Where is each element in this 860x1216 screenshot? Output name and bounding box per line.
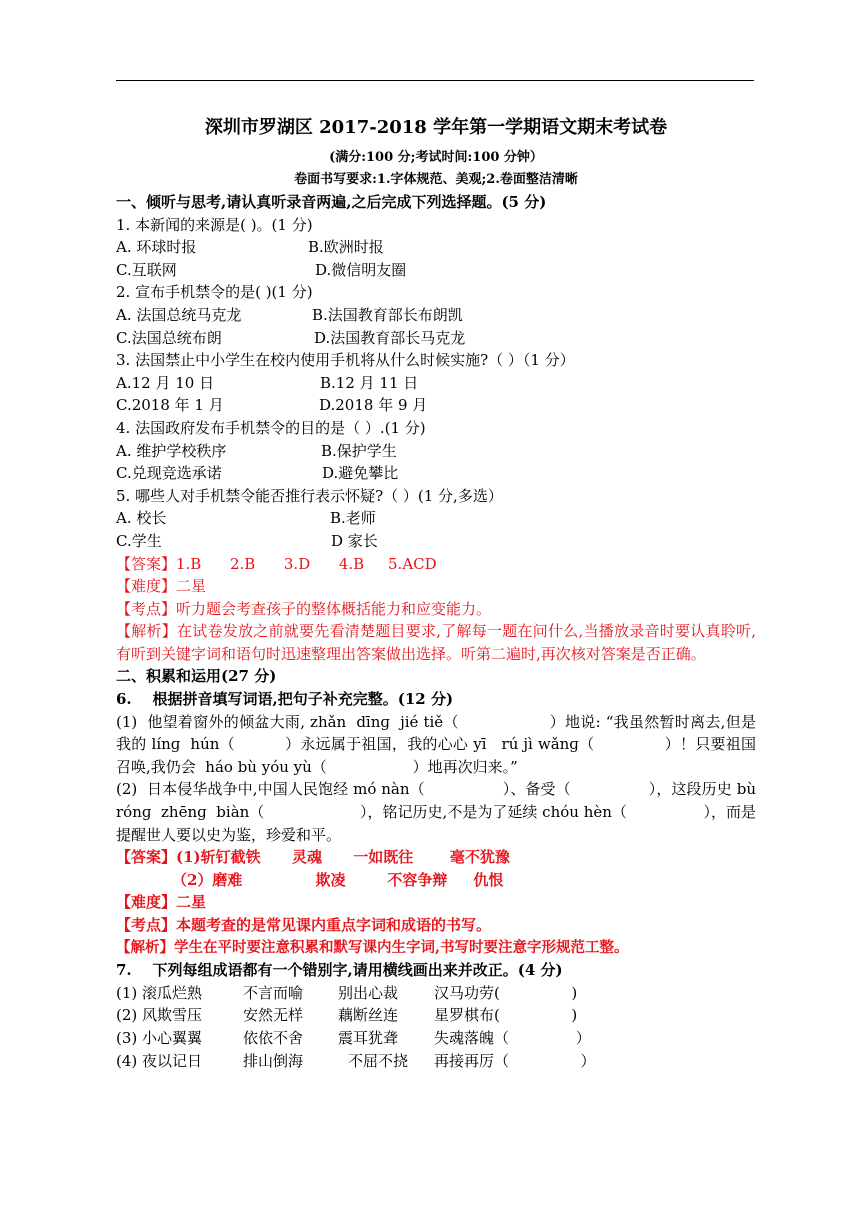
question-3 bbox=[116, 349, 756, 417]
idiom: 震耳犹聋 bbox=[338, 1028, 399, 1047]
page-subtitle: (满分:100 分;考试时间:100 分钟） bbox=[329, 150, 543, 165]
difficulty-label: 【难度】二星 bbox=[116, 893, 207, 912]
idiom: 星罗棋布( ) bbox=[434, 1006, 578, 1025]
option: C.兑现竞选承诺 bbox=[116, 464, 222, 483]
option: D.避免攀比 bbox=[322, 464, 399, 483]
page-title: 深圳市罗湖区 2017-2018 学年第一学期语文期末考试卷 bbox=[204, 117, 668, 138]
idiom: 别出心裁 bbox=[338, 983, 399, 1002]
option: C.学生 bbox=[116, 531, 162, 550]
option-row bbox=[116, 394, 756, 417]
option: A. 法国总统马克龙 bbox=[116, 305, 242, 324]
option: B.保护学生 bbox=[321, 441, 397, 460]
question-2 bbox=[116, 281, 756, 349]
idiom-row bbox=[116, 1027, 756, 1050]
option-row bbox=[116, 236, 756, 259]
option-row bbox=[116, 304, 756, 327]
option: D.微信明友圈 bbox=[315, 260, 407, 279]
option: A. 环球时报 bbox=[116, 238, 197, 257]
option: B.欧洲时报 bbox=[308, 238, 384, 257]
question-7-heading: 7. 下列每组成语都有一个错别字,请用横线画出来并改正。(4 分) bbox=[116, 961, 563, 980]
option: C.2018 年 1 月 bbox=[116, 396, 224, 415]
test-point: 【考点】本题考查的是常见课内重点字词和成语的书写。 bbox=[116, 916, 492, 934]
question-stem: 5. 哪些人对手机禁令能否推行表示怀疑?（ ）(1 分,多选） bbox=[116, 486, 503, 505]
analysis-text: 【解析】学生在平时要注意积累和默写课内生字词,书写时要注意字形规范工整。 bbox=[116, 938, 629, 956]
question-6-part2: (2) 日本侵华战争中,中国人民饱经 mó nàn（ ）、备受（ ），这段历史 bù rónɡ zhēnɡ biàn（ ），铭记历史,不是为了延续 chóu hèn（ ），而是提醒世人要以史为鉴，珍爱和平。 bbox=[116, 780, 761, 844]
exam-page bbox=[116, 113, 761, 1072]
difficulty-label: 【难度】二星 bbox=[116, 577, 207, 596]
answer-key-continued: （2）磨难 欺凌 不容争辩 仇恨 bbox=[172, 870, 504, 889]
idiom: (1) 滚瓜烂熟 bbox=[116, 983, 203, 1002]
option: D.法国教育部长马克龙 bbox=[314, 328, 466, 347]
option-row bbox=[116, 327, 756, 350]
writing-requirement: 卷面书写要求:1.字体规范、美观;2.卷面整洁清晰 bbox=[294, 172, 578, 187]
idiom: (4) 夜以记日 bbox=[116, 1051, 203, 1070]
option: A. 校长 bbox=[116, 509, 167, 528]
question-stem: 1. 本新闻的来源是( )。(1 分) bbox=[116, 215, 313, 234]
option-row bbox=[116, 462, 756, 485]
idiom: 再接再厉（ ） bbox=[434, 1051, 596, 1070]
option: D 家长 bbox=[331, 531, 378, 550]
test-point: 【考点】听力题会考查孩子的整体概括能力和应变能力。 bbox=[116, 599, 492, 618]
idiom: 依依不舍 bbox=[243, 1028, 304, 1047]
idiom: (2) 风欺雪压 bbox=[116, 1006, 203, 1025]
idiom: 汉马功劳( ) bbox=[434, 983, 578, 1002]
question-stem: 3. 法国禁止中小学生在校内使用手机将从什么时候实施?（ ）（1 分） bbox=[116, 351, 575, 370]
idiom-row bbox=[116, 1050, 756, 1073]
option: D.2018 年 9 月 bbox=[319, 396, 428, 415]
section1-heading: 一、倾听与思考,请认真听录音两遍,之后完成下列选择题。(5 分) bbox=[116, 193, 547, 211]
header-rule bbox=[116, 80, 754, 81]
answer-key: 【答案】1.B 2.B 3.D 4.B 5.ACD bbox=[116, 554, 437, 573]
question-6-part1: (1) 他望着窗外的倾盆大雨, zhǎn dīnɡ jié tiě（ ）地说: “我虽然暂时离去,但是我的 línɡ hún（ ）永远属于祖国，我的心心 yī rú jì wǎnɡ（ ）！只要祖国召唤,我仍会 háo bù yóu yù（ ）地再次归来。” bbox=[116, 712, 756, 776]
idiom: 安然无样 bbox=[243, 1006, 304, 1025]
option-row bbox=[116, 440, 756, 463]
idiom-row bbox=[116, 982, 756, 1005]
idiom: 不屈不挠 bbox=[348, 1051, 409, 1070]
option: B.12 月 11 日 bbox=[320, 373, 419, 392]
section2-heading: 二、积累和运用(27 分) bbox=[116, 667, 277, 686]
question-6-heading: 6. 根据拼音填写词语,把句子补充完整。(12 分) bbox=[116, 690, 454, 709]
option: C.法国总统布朗 bbox=[116, 328, 222, 347]
option: A. 维护学校秩序 bbox=[116, 441, 227, 460]
option: C.互联网 bbox=[116, 260, 177, 279]
option: A.12 月 10 日 bbox=[116, 373, 215, 392]
question-5 bbox=[116, 485, 756, 553]
option-row bbox=[116, 259, 756, 282]
question-4 bbox=[116, 417, 756, 485]
idiom-row bbox=[116, 1004, 756, 1027]
option-row bbox=[116, 507, 756, 530]
analysis-text: 【解析】在试卷发放之前就要先看清楚题目要求,了解每一题在问什么,当播放录音时要认真聆听,有听到关键字词和语句时迅速整理出答案做出选择。听第二遍时,再次核对答案是否正确。 bbox=[116, 622, 756, 663]
option: B.法国教育部长布朗凯 bbox=[312, 305, 463, 324]
option-row bbox=[116, 372, 756, 395]
question-1 bbox=[116, 214, 756, 282]
idiom-table bbox=[116, 982, 756, 1072]
idiom: 失魂落魄（ ） bbox=[434, 1028, 591, 1047]
idiom: 藕断丝连 bbox=[338, 1006, 399, 1025]
question-stem: 4. 法国政府发布手机禁令的目的是（ ）.(1 分) bbox=[116, 418, 426, 437]
idiom: 排山倒海 bbox=[243, 1051, 304, 1070]
option: B.老师 bbox=[330, 509, 376, 528]
question-stem: 2. 宣布手机禁令的是( )(1 分) bbox=[116, 283, 313, 302]
idiom: 不言而喻 bbox=[243, 983, 304, 1002]
idiom: (3) 小心翼翼 bbox=[116, 1028, 203, 1047]
answer-key: 【答案】(1)斩钉截铁 灵魂 一如既往 毫不犹豫 bbox=[116, 848, 510, 867]
option-row bbox=[116, 530, 756, 553]
